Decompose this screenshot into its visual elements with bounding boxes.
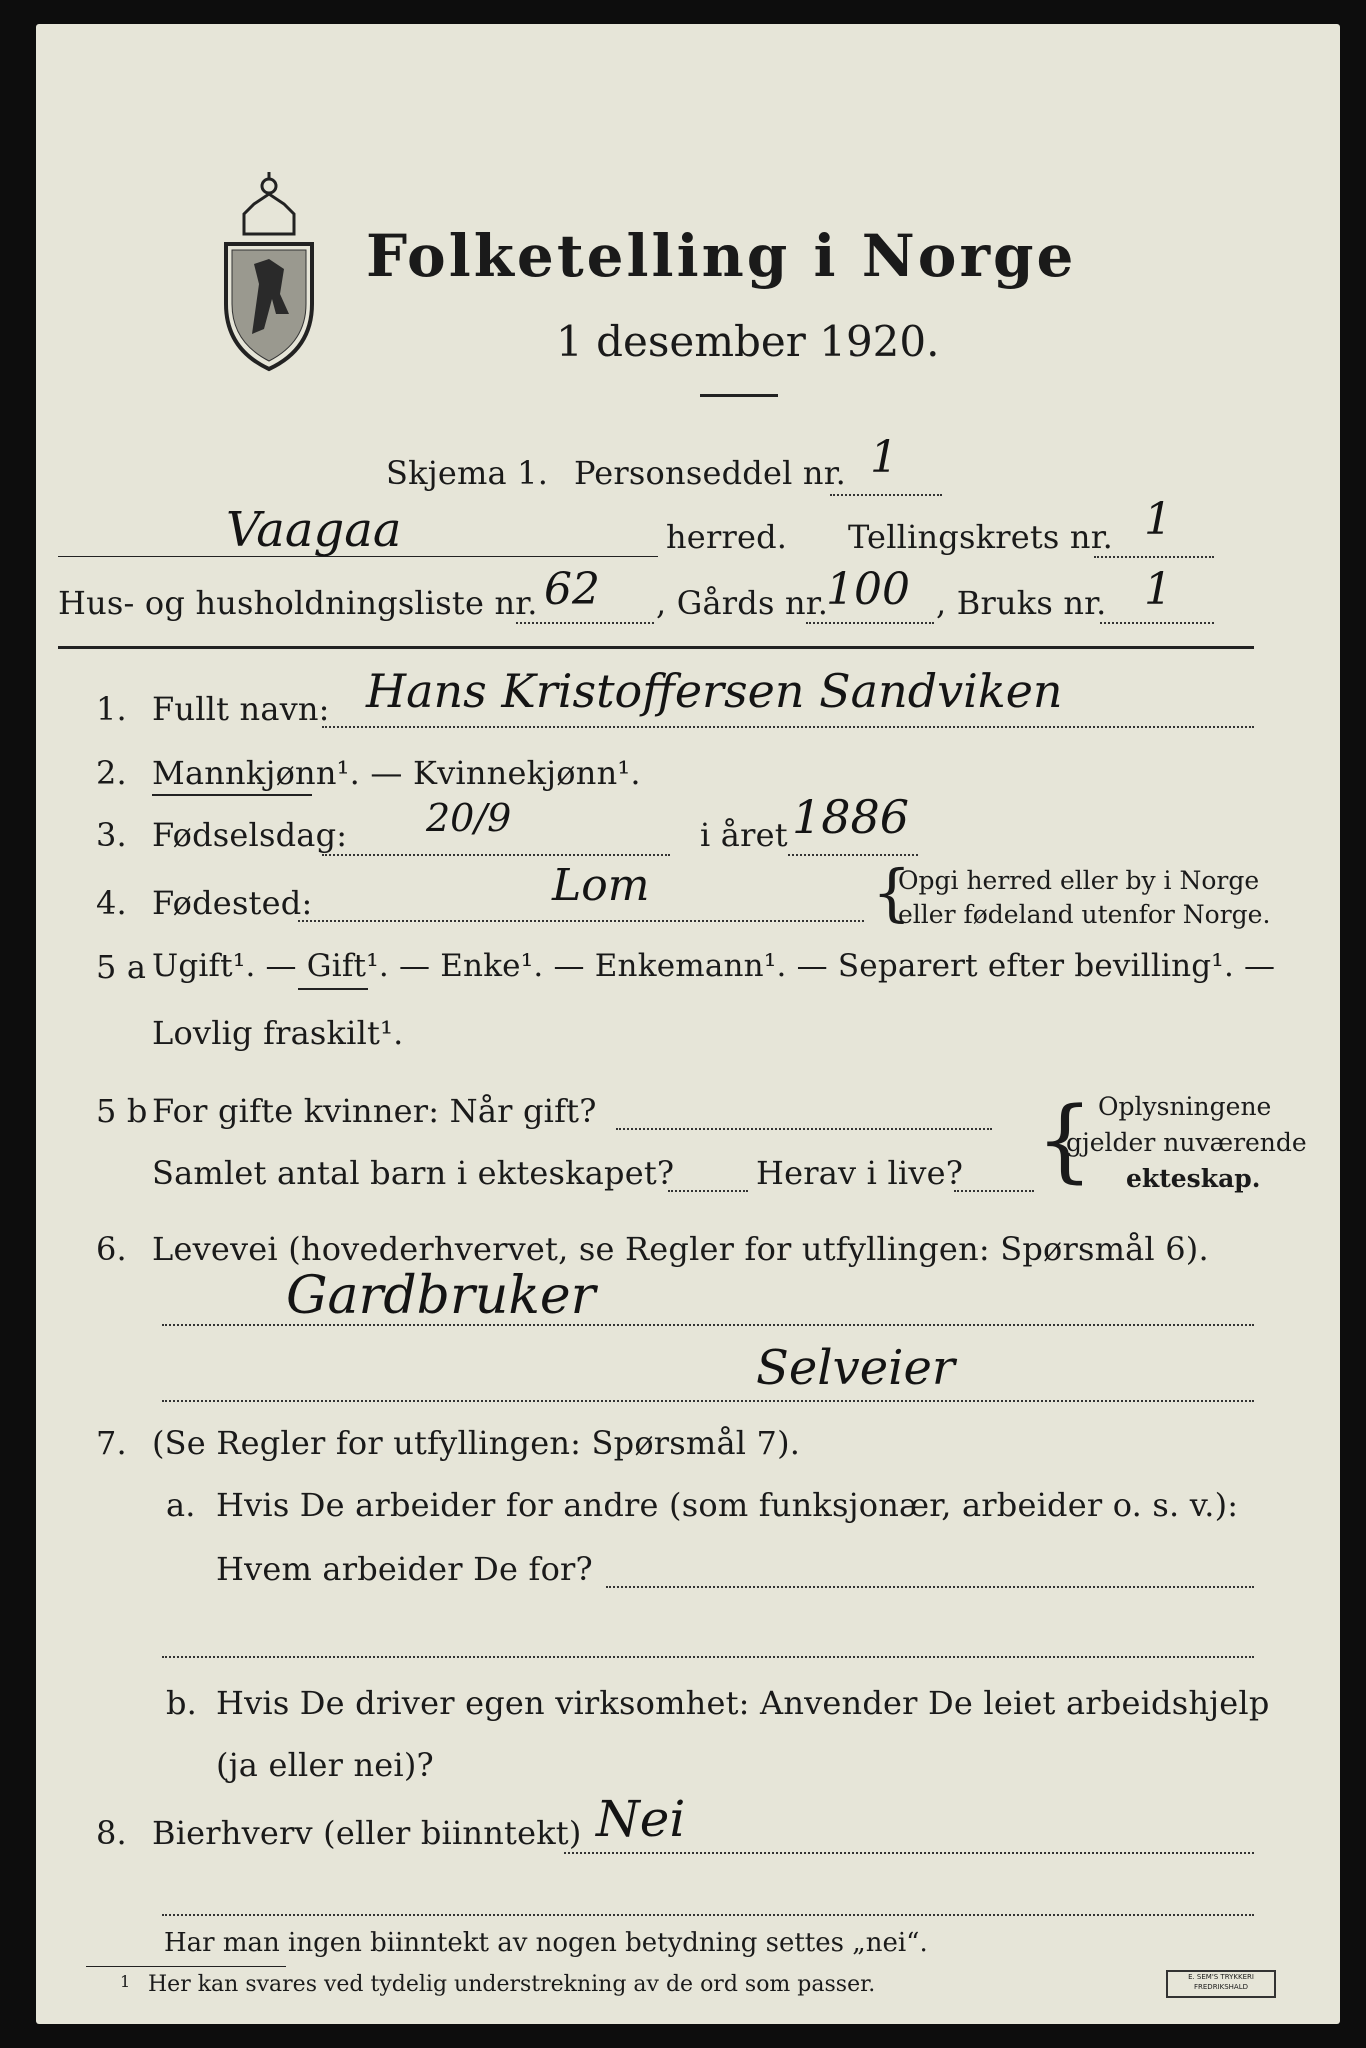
q1-number: 1.	[96, 690, 127, 728]
q5a-number: 5 a	[96, 948, 147, 986]
q4-label: Fødested:	[152, 884, 313, 922]
q6-value2: Selveier	[756, 1340, 955, 1396]
husliste-line	[516, 622, 654, 624]
q7-label: (Se Regler for utfyllingen: Spørsmål 7).	[152, 1424, 801, 1462]
q8-line	[564, 1852, 1254, 1854]
bruks-line	[1100, 622, 1214, 624]
q4-note-line1: Opgi herred eller by i Norge	[898, 866, 1260, 895]
tellingskrets-line	[1094, 556, 1214, 558]
biinntekt-note: Har man ingen biinntekt av nogen betydning settes „nei“.	[164, 1928, 928, 1958]
q5b-note2: gjelder nuværende	[1066, 1128, 1307, 1157]
q5b-barn-line	[668, 1190, 748, 1192]
q1-value: Hans Kristoffersen Sandviken	[366, 664, 1063, 718]
personseddel-line	[830, 494, 942, 496]
q5a-line1: Ugift¹. — Gift¹. — Enke¹. — Enkemann¹. — Separert efter bevilling¹. —	[152, 948, 1276, 984]
q5b-line1: For gifte kvinner: Når gift?	[152, 1092, 597, 1130]
herred-label: herred.	[666, 518, 788, 556]
herred-value: Vaagaa	[226, 502, 402, 558]
q8-value: Nei	[596, 1790, 686, 1848]
q2-label: Mannkjønn¹. — Kvinnekjønn¹.	[152, 754, 641, 792]
q2-number: 2.	[96, 754, 127, 792]
personseddel-value: 1	[870, 432, 898, 483]
q5b-gift-line	[616, 1128, 992, 1130]
footnote-text: Her kan svares ved tydelig understrekning av de ord som passer.	[148, 1972, 876, 1997]
q3-line	[322, 854, 670, 856]
census-date: 1 desember 1920.	[556, 317, 940, 366]
q7a-line2: Hvem arbeider De for?	[216, 1550, 593, 1588]
q6-label: Levevei (hovederhvervet, se Regler for utfyllingen: Spørsmål 6).	[152, 1230, 1209, 1268]
gards-value: 100	[826, 564, 910, 615]
q5b-live-line	[954, 1190, 1034, 1192]
q7a-answer-line1	[606, 1586, 1254, 1588]
personseddel-label: Personseddel nr.	[574, 454, 847, 492]
form-title: Folketelling i Norge	[366, 222, 1077, 290]
q7b-line2: (ja eller nei)?	[216, 1746, 434, 1784]
gards-label: , Gårds nr.	[656, 584, 829, 622]
q6-value1: Gardbruker	[286, 1266, 596, 1326]
q7b-line1: Hvis De driver egen virksomhet: Anvender De leiet arbeidshjelp	[216, 1684, 1270, 1722]
bruks-label: , Bruks nr.	[936, 584, 1107, 622]
q7a-letter: a.	[166, 1486, 196, 1524]
q4-note-line2: eller fødeland utenfor Norge.	[898, 900, 1271, 929]
q4-note-brace: {	[872, 856, 912, 929]
q8-line2	[162, 1914, 1254, 1916]
printer-stamp-line1: E. SEM'S TRYKKERI	[1188, 1973, 1254, 1981]
printer-stamp	[1166, 1970, 1276, 1998]
q5b-line2b: Herav i live?	[756, 1154, 964, 1192]
q7b-letter: b.	[166, 1684, 198, 1722]
q5b-number: 5 b	[96, 1092, 148, 1130]
q3-value: 20/9	[426, 796, 512, 840]
q5b-line2a: Samlet antal barn i ekteskapet?	[152, 1154, 675, 1192]
q8-label: Bierhverv (eller biinntekt)	[152, 1814, 582, 1852]
q5b-note-brace: {	[1036, 1088, 1094, 1193]
q7a-line1: Hvis De arbeider for andre (som funksjonær, arbeider o. s. v.):	[216, 1486, 1239, 1524]
q6-number: 6.	[96, 1230, 127, 1268]
q1-line	[322, 726, 1254, 728]
q2-underline-mannkjonn	[152, 794, 312, 796]
q3-year-label: i året	[700, 816, 788, 854]
q5a-underline-gift	[298, 988, 368, 990]
skjema-label: Skjema 1.	[386, 454, 549, 492]
husliste-label: Hus- og husholdningsliste nr.	[58, 584, 538, 622]
q8-number: 8.	[96, 1814, 127, 1852]
printer-stamp-line2: FREDRIKSHALD	[1193, 1983, 1248, 1991]
footnote-divider	[86, 1966, 286, 1967]
q4-line	[298, 920, 864, 922]
q5b-note1: Oplysningene	[1098, 1092, 1272, 1121]
footnote-mark: 1	[120, 1972, 131, 1991]
q5a-line2: Lovlig fraskilt¹.	[152, 1014, 404, 1052]
tellingskrets-label: Tellingskrets nr.	[848, 518, 1114, 556]
q1-label: Fullt navn:	[152, 690, 330, 728]
q7-number: 7.	[96, 1424, 127, 1462]
q6-line2	[162, 1400, 1254, 1402]
census-form-sheet	[36, 24, 1340, 2024]
q5b-note3: ekteskap.	[1126, 1164, 1261, 1193]
coat-of-arms-icon	[214, 164, 324, 378]
q4-value: Lom	[552, 860, 650, 911]
q3-year-value: 1886	[792, 790, 910, 844]
q7a-answer-line2	[162, 1656, 1254, 1658]
q4-number: 4.	[96, 884, 127, 922]
q3-number: 3.	[96, 816, 127, 854]
husliste-value: 62	[544, 564, 600, 615]
header-divider	[58, 646, 1254, 649]
bruks-value: 1	[1144, 564, 1172, 615]
tellingskrets-value: 1	[1144, 494, 1172, 545]
gards-line	[806, 622, 934, 624]
q3-label: Fødselsdag:	[152, 816, 348, 854]
title-divider	[700, 394, 778, 397]
